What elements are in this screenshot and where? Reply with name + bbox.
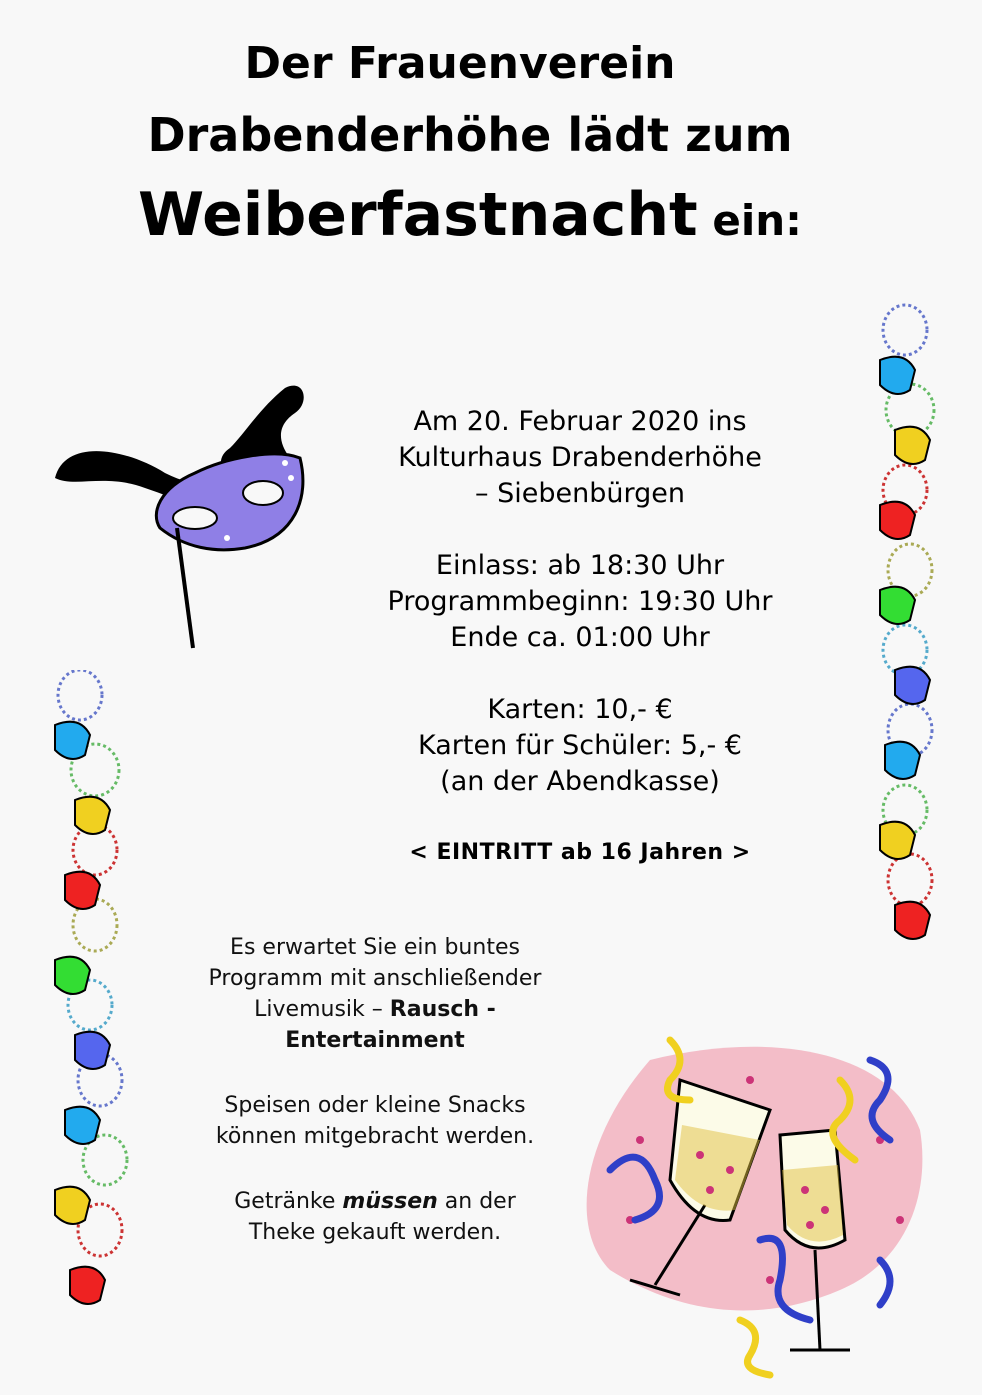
title-line-3 bbox=[10, 180, 930, 250]
ticket-price: Karten: 10,- € bbox=[487, 694, 673, 725]
program-start-time: Programmbeginn: 19:30 Uhr bbox=[387, 586, 773, 617]
program-description bbox=[130, 932, 620, 1056]
drinks-pre: Getränke bbox=[234, 1189, 343, 1214]
drinks-line-2: Theke gekauft werden. bbox=[248, 1220, 502, 1245]
einlass-time: Einlass: ab 18:30 Uhr bbox=[435, 550, 725, 581]
mask-garland-left-icon bbox=[45, 670, 135, 1320]
program-line-1: Es erwartet Sie ein buntes bbox=[230, 935, 520, 960]
title-ein: ein: bbox=[697, 196, 802, 245]
end-time: Ende ca. 01:00 Uhr bbox=[450, 622, 710, 653]
champagne-glasses-icon bbox=[570, 1020, 942, 1380]
event-times bbox=[320, 548, 840, 656]
mask-garland-right-icon bbox=[860, 300, 950, 950]
title-line-1: Der Frauenverein bbox=[244, 38, 676, 89]
title-line-2: Drabenderhöhe lädt zum bbox=[147, 108, 793, 162]
program-line-4 bbox=[130, 1025, 620, 1056]
carnival-mask-icon bbox=[45, 378, 315, 658]
band-name-part2: Entertainment bbox=[285, 1028, 465, 1053]
title-weiberfastnacht: Weiberfastnacht bbox=[138, 180, 698, 250]
snacks-line-2: können mitgebracht werden. bbox=[215, 1124, 535, 1149]
age-restriction: < EINTRITT ab 16 Jahren > bbox=[409, 840, 751, 865]
program-line-3 bbox=[130, 994, 620, 1025]
event-venue: Kulturhaus Drabenderhöhe bbox=[398, 442, 762, 473]
box-office-note: (an der Abendkasse) bbox=[440, 766, 720, 797]
program-line-2: Programm mit anschließender bbox=[208, 966, 542, 991]
event-location bbox=[320, 404, 840, 512]
student-ticket-price: Karten für Schüler: 5,- € bbox=[418, 730, 742, 761]
drinks-line-1 bbox=[130, 1186, 620, 1217]
snacks-note bbox=[130, 1090, 620, 1152]
drinks-post: an der bbox=[437, 1189, 516, 1214]
drinks-emphasis: müssen bbox=[342, 1189, 438, 1214]
livemusik-label: Livemusik – bbox=[254, 997, 390, 1022]
band-name-part1: Rausch - bbox=[389, 997, 496, 1022]
event-region: – Siebenbürgen bbox=[475, 478, 685, 509]
snacks-line-1: Speisen oder kleine Snacks bbox=[224, 1093, 526, 1118]
event-date: Am 20. Februar 2020 ins bbox=[413, 406, 747, 437]
ticket-info bbox=[320, 692, 840, 800]
drinks-note bbox=[130, 1186, 620, 1248]
